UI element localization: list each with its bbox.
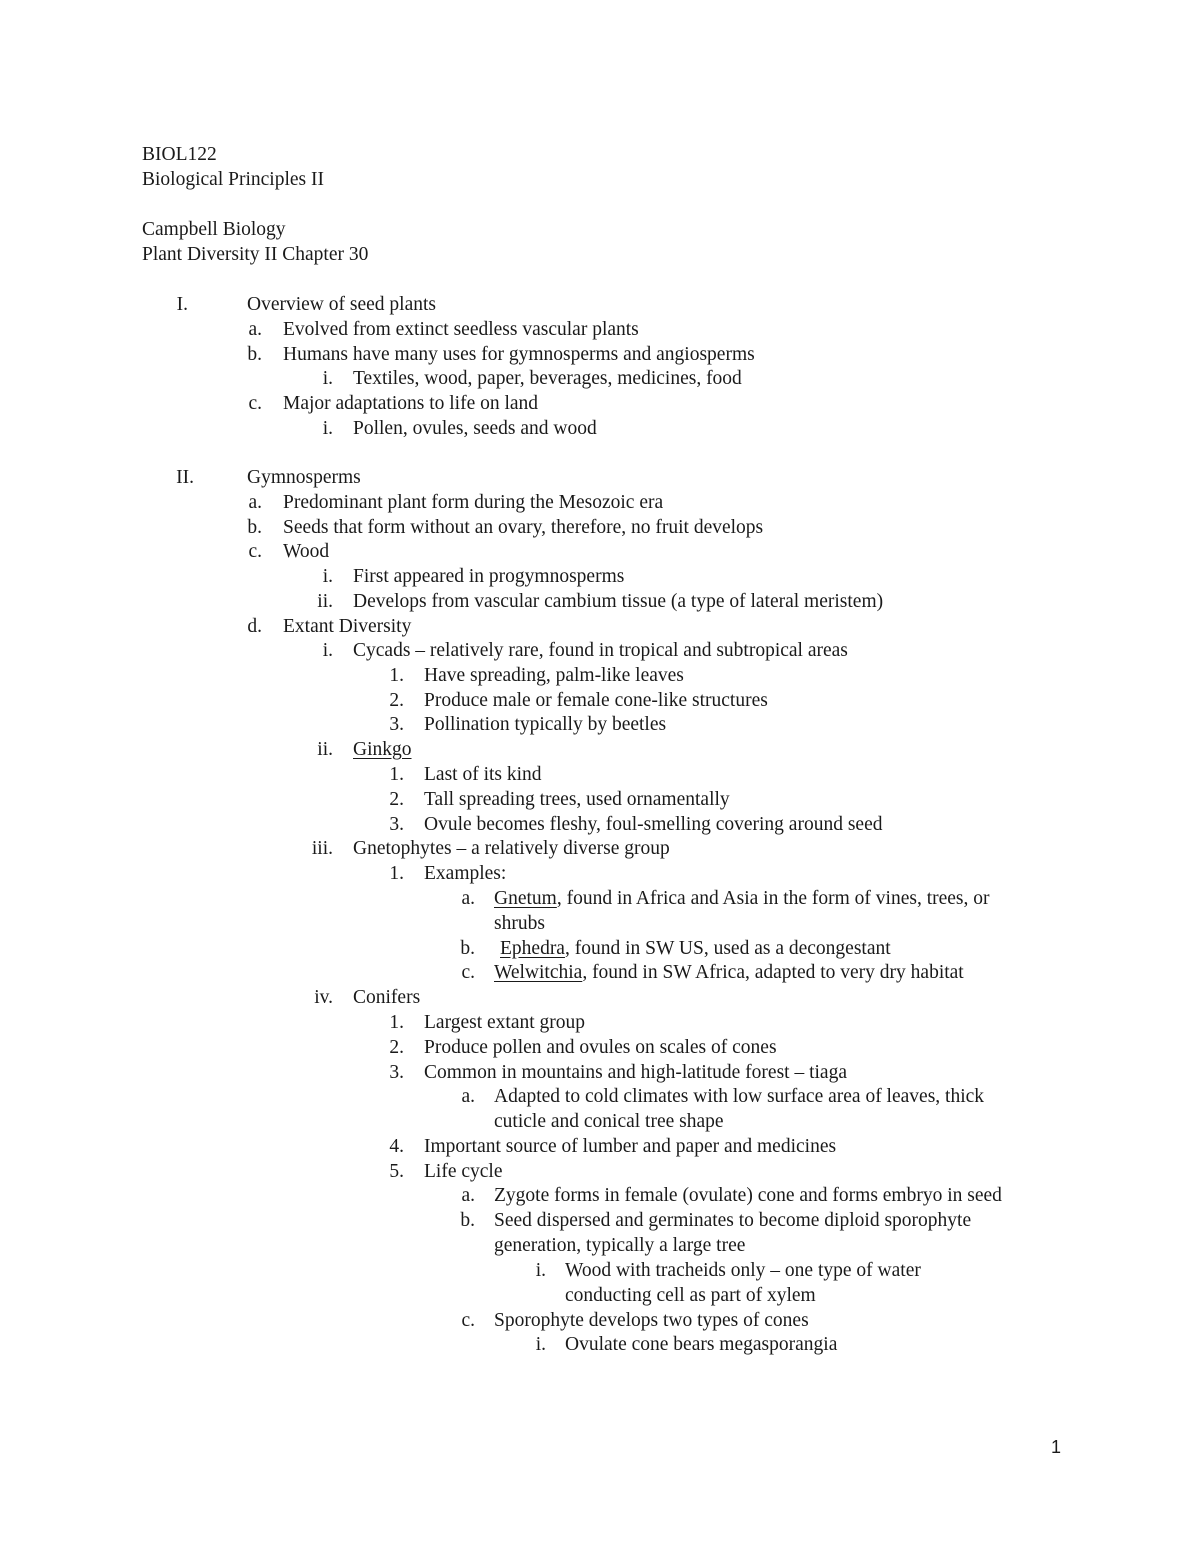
- outline-text: Examples:: [424, 863, 507, 884]
- outline-marker: b.: [247, 344, 262, 365]
- outline-text: , found in SW Africa, adapted to very dry habitat: [582, 962, 964, 983]
- outline-text: Wood: [283, 541, 330, 562]
- outline-marker: 2.: [389, 1037, 404, 1058]
- outline-text: , found in Africa and Asia in the form of vines, trees, or: [556, 888, 990, 909]
- outline-text: Adapted to cold climates with low surface area of leaves, thick: [494, 1086, 985, 1107]
- outline-marker: 3.: [389, 814, 404, 835]
- course-code: BIOL122: [142, 144, 217, 165]
- outline-marker: 2.: [389, 690, 404, 711]
- outline-marker: ii.: [317, 591, 333, 612]
- outline-marker: 4.: [389, 1136, 404, 1157]
- outline-text: cuticle and conical tree shape: [494, 1111, 724, 1132]
- outline-text: Humans have many uses for gymnosperms and angiosperms: [283, 344, 755, 365]
- outline-text: , found in SW US, used as a decongestant: [564, 938, 891, 959]
- outline-marker: i.: [535, 1260, 546, 1281]
- outline-text: Pollen, ovules, seeds and wood: [353, 418, 597, 439]
- outline-text: Produce male or female cone-like structures: [424, 690, 768, 711]
- outline-marker: I.: [176, 294, 188, 315]
- outline-text: Tall spreading trees, used ornamentally: [424, 789, 730, 810]
- genus-name: Ephedra: [500, 938, 565, 959]
- outline-text: Ovule becomes fleshy, foul-smelling covering around seed: [424, 814, 883, 835]
- outline-text: Textiles, wood, paper, beverages, medicines, food: [353, 368, 742, 389]
- outline-marker: b.: [460, 1210, 475, 1231]
- outline-marker: a.: [461, 1185, 475, 1206]
- outline-marker: i.: [322, 566, 333, 587]
- outline-marker: b.: [460, 938, 475, 959]
- outline-marker: i.: [322, 368, 333, 389]
- outline-text: Life cycle: [424, 1161, 503, 1182]
- outline-text: Largest extant group: [424, 1012, 586, 1033]
- outline-marker: c.: [461, 1310, 475, 1331]
- outline-text: Last of its kind: [424, 764, 542, 785]
- genus-name: Gnetum: [494, 888, 557, 909]
- outline-text: shrubs: [494, 913, 545, 934]
- outline-marker: 2.: [389, 789, 404, 810]
- outline-marker: a.: [461, 1086, 475, 1107]
- outline-text: generation, typically a large tree: [494, 1235, 746, 1256]
- outline-marker: a.: [248, 319, 262, 340]
- outline-marker: a.: [248, 492, 262, 513]
- outline-text: Sporophyte develops two types of cones: [494, 1310, 809, 1331]
- outline-text: Have spreading, palm-like leaves: [424, 665, 684, 686]
- outline-marker: 1.: [389, 665, 404, 686]
- outline-text: Wood with tracheids only – one type of water: [565, 1260, 921, 1281]
- outline-marker: c.: [461, 962, 475, 983]
- outline-text: Conifers: [353, 987, 421, 1008]
- outline-text: Overview of seed plants: [247, 294, 436, 315]
- outline-text: Zygote forms in female (ovulate) cone and forms embryo in seed: [494, 1185, 1002, 1206]
- outline-text: Gnetophytes – a relatively diverse group: [353, 838, 670, 859]
- outline-marker: a.: [461, 888, 475, 909]
- outline-text: Pollination typically by beetles: [424, 714, 667, 735]
- outline-marker: 1.: [389, 863, 404, 884]
- outline-text: Major adaptations to life on land: [283, 393, 539, 414]
- outline-marker: 3.: [389, 1062, 404, 1083]
- outline-marker: 3.: [389, 714, 404, 735]
- page-number: 1: [1050, 1437, 1061, 1457]
- outline-marker: 1.: [389, 764, 404, 785]
- outline-marker: i.: [535, 1334, 546, 1355]
- outline-marker: II.: [176, 467, 194, 488]
- outline-marker: i.: [322, 418, 333, 439]
- outline-text: Produce pollen and ovules on scales of cones: [424, 1037, 777, 1058]
- outline-marker: 1.: [389, 1012, 404, 1033]
- outline-marker: d.: [247, 616, 262, 637]
- outline-text: Predominant plant form during the Mesozoic era: [283, 492, 664, 513]
- textbook-title: Campbell Biology: [142, 219, 286, 240]
- outline-text: Ovulate cone bears megasporangia: [565, 1334, 838, 1355]
- outline-marker: 5.: [389, 1161, 404, 1182]
- genus-name: Welwitchia: [494, 962, 583, 983]
- outline-text: Ginkgo: [353, 739, 412, 760]
- outline-text: Cycads – relatively rare, found in tropical and subtropical areas: [353, 640, 848, 661]
- outline-text: Seeds that form without an ovary, therefore, no fruit develops: [283, 517, 764, 538]
- outline-text: Common in mountains and high-latitude forest – tiaga: [424, 1062, 847, 1083]
- outline-text: Important source of lumber and paper and medicines: [424, 1136, 837, 1157]
- outline-text: Seed dispersed and germinates to become diploid sporophyte: [494, 1210, 972, 1231]
- outline-text: Evolved from extinct seedless vascular plants: [283, 319, 639, 340]
- outline-marker: b.: [247, 517, 262, 538]
- chapter-title: Plant Diversity II Chapter 30: [142, 244, 369, 265]
- outline-text: conducting cell as part of xylem: [565, 1285, 816, 1306]
- outline-marker: iv.: [314, 987, 333, 1008]
- outline-marker: ii.: [317, 739, 333, 760]
- outline-text: Extant Diversity: [283, 616, 412, 637]
- outline-marker: c.: [248, 393, 262, 414]
- outline-text: Develops from vascular cambium tissue (a type of lateral meristem): [353, 591, 884, 612]
- outline-marker: c.: [248, 541, 262, 562]
- course-name: Biological Principles II: [142, 169, 324, 190]
- outline-text: Gymnosperms: [247, 467, 361, 488]
- outline-marker: i.: [322, 640, 333, 661]
- outline-marker: iii.: [311, 838, 333, 859]
- outline-text: First appeared in progymnosperms: [353, 566, 625, 587]
